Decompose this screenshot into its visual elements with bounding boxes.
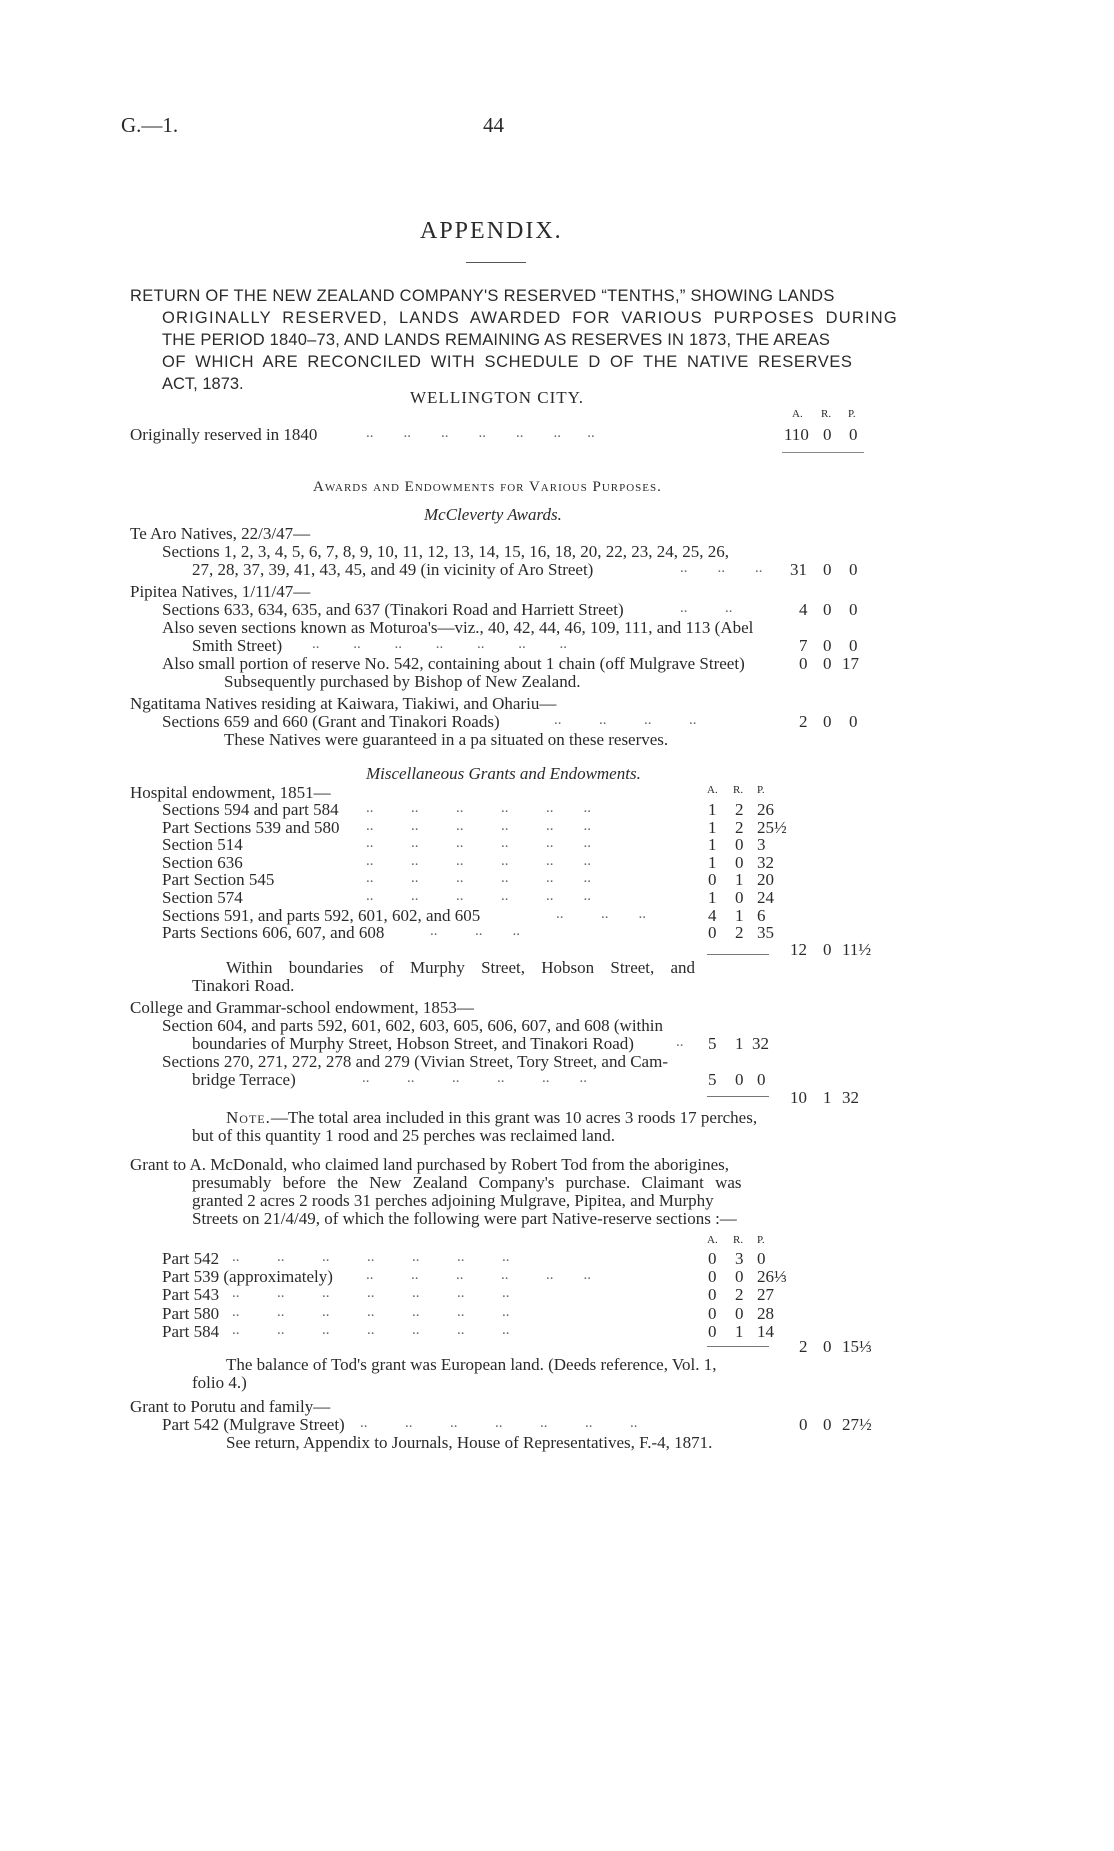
return-title-line-1: RETURN OF THE NEW ZEALAND COMPANY'S RESERVED “TENTHS,” SHOWING LANDS: [130, 287, 835, 305]
hospital-row-leader: .. .. .. .. .. ..: [366, 800, 591, 816]
unit-header-a: A.: [792, 408, 803, 420]
originally-p: 0: [849, 425, 858, 444]
hospital-row-r: 0: [735, 852, 744, 872]
hospital-head: Hospital endowment, 1851—: [130, 783, 331, 802]
te-aro-leader: .. .. ..: [650, 560, 763, 576]
originally-rule: [782, 452, 864, 453]
te-aro-line-2: 27, 28, 37, 39, 41, 43, 45, and 49 (in vicinity of Aro Street): [192, 560, 594, 579]
hospital-total-p: 11½: [842, 940, 872, 959]
return-title-line-2: ORIGINALLY RESERVED, LANDS AWARDED FOR VARIOUS PURPOSES DURING: [162, 309, 898, 327]
mcdonald-row-label: Part 580: [162, 1303, 220, 1323]
hospital-row-p: 20: [757, 870, 774, 890]
pipitea-line-5: Subsequently purchased by Bishop of New Zealand.: [224, 672, 581, 691]
pipitea-line-3: Smith Street): [192, 636, 283, 655]
mcdonald-row-r: 3: [735, 1249, 744, 1268]
porutu-note: See return, Appendix to Journals, House of Representatives, F.-4, 1871.: [226, 1433, 713, 1452]
hospital-total-r: 0: [823, 940, 832, 959]
pipitea-line-3-p: 0: [849, 636, 858, 655]
ngatitama-note: These Natives were guaranteed in a pa situated on these reserves.: [224, 730, 669, 749]
hospital-row-label: Section 574: [162, 888, 243, 907]
mcdonald-row-r: 0: [735, 1303, 744, 1323]
te-aro-p: 0: [849, 560, 858, 579]
hospital-note-2: Tinakori Road.: [192, 976, 295, 995]
hospital-row-leader: .. .. .. .. .. ..: [366, 870, 591, 887]
college-leader-4: .. .. .. .. .. ..: [362, 1070, 587, 1086]
hospital-row-r: 0: [735, 888, 744, 907]
hospital-unit-p: P.: [757, 784, 765, 796]
pipitea-leader-3: .. .. .. .. .. .. ..: [312, 636, 567, 652]
mcdonald-row-label: Part 584: [162, 1321, 220, 1341]
college-line-4-p: 0: [757, 1070, 766, 1089]
hospital-row-label: Sections 594 and part 584: [162, 800, 339, 819]
hospital-row-p: 3: [757, 835, 766, 855]
hospital-row-a: 1: [708, 817, 717, 837]
hospital-row-leader: .. .. ..: [430, 923, 520, 940]
college-line-4-a: 5: [708, 1070, 717, 1089]
mcdonald-row-p: 14: [757, 1321, 774, 1341]
ngatitama-a: 2: [799, 712, 808, 731]
porutu-leader: .. .. .. .. .. .. ..: [360, 1415, 638, 1431]
mcdonald-total-a: 2: [799, 1337, 808, 1356]
mcdonald-row-leader: .. .. .. .. .. .. ..: [232, 1303, 510, 1320]
mcdonald-line-4: Streets on 21/4/49, of which the following were part Native-reserve sections :—: [192, 1209, 737, 1228]
college-line-1: Section 604, and parts 592, 601, 602, 603, 605, 606, 607, and 608 (within: [162, 1016, 663, 1035]
return-title-line-3: THE PERIOD 1840–73, AND LANDS REMAINING AS RESERVES IN 1873, THE AREAS: [162, 331, 831, 349]
hospital-row-label: Section 514: [162, 835, 243, 855]
hospital-row-label: Section 636: [162, 852, 243, 872]
hospital-row-leader: .. .. .. .. .. ..: [366, 817, 591, 834]
unit-header-r: R.: [821, 408, 832, 420]
hospital-row-a: 4: [708, 905, 717, 925]
mcdonald-row-a: 0: [708, 1267, 717, 1287]
hospital-row-r: 2: [735, 923, 744, 943]
mcdonald-row-p: 28: [757, 1303, 774, 1323]
mcdonald-row-label: Part 539 (approximately): [162, 1267, 333, 1287]
mcdonald-line-1: Grant to A. McDonald, who claimed land purchased by Robert Tod from the aborigines,: [130, 1155, 730, 1174]
mcdonald-row-leader: .. .. .. .. .. ..: [366, 1267, 591, 1284]
pipitea-head: Pipitea Natives, 1/11/47—: [130, 582, 311, 601]
hospital-row-label: Part Sections 539 and 580: [162, 817, 340, 837]
mcdonald-rule: [707, 1346, 769, 1347]
originally-r: 0: [823, 425, 832, 444]
te-aro-line-1: Sections 1, 2, 3, 4, 5, 6, 7, 8, 9, 10, 11, 12, 13, 14, 15, 16, 18, 20, 22, 23, 24, 25, 26,: [162, 542, 729, 561]
mcdonald-note-2: folio 4.): [192, 1373, 247, 1392]
college-line-4: bridge Terrace): [192, 1070, 296, 1089]
hospital-row-leader: .. .. .. .. .. ..: [366, 852, 591, 869]
originally-a: 110: [784, 425, 809, 444]
page-code: G.—1.: [121, 113, 179, 137]
return-title-line-5: ACT, 1873.: [162, 375, 244, 393]
ngatitama-r: 0: [823, 712, 832, 731]
hospital-row-r: 2: [735, 817, 744, 837]
porutu-line-1: Part 542 (Mulgrave Street): [162, 1415, 345, 1434]
ngatitama-line-1: Sections 659 and 660 (Grant and Tinakori Roads): [162, 712, 500, 731]
college-note-label: Note.: [226, 1108, 271, 1127]
mcdonald-row-r: 0: [735, 1267, 744, 1287]
mcdonald-line-2: presumably before the New Zealand Company's purchase. Claimant was: [192, 1173, 742, 1192]
te-aro-a: 31: [790, 560, 807, 579]
misc-heading: Miscellaneous Grants and Endowments.: [366, 764, 641, 783]
hospital-row-a: 1: [708, 835, 717, 855]
mcdonald-row-p: 0: [757, 1249, 766, 1268]
appendix-title: APPENDIX.: [420, 218, 563, 244]
college-line-2-r: 1: [735, 1034, 744, 1053]
mcdonald-row-label: Part 542: [162, 1249, 220, 1268]
college-note-1: [226, 1108, 757, 1128]
hospital-row-a: 1: [708, 888, 717, 907]
college-leader-2: ..: [676, 1034, 684, 1050]
college-total-a: 10: [790, 1088, 807, 1107]
college-total-r: 1: [823, 1088, 832, 1107]
hospital-row-r: 1: [735, 905, 744, 925]
hospital-row-leader: .. .. .. .. .. ..: [366, 888, 591, 904]
pipitea-line-3-a: 7: [799, 636, 808, 655]
hospital-row-label: Parts Sections 606, 607, and 608: [162, 923, 385, 943]
mcdonald-unit-r: R.: [733, 1234, 744, 1246]
porutu-r: 0: [823, 1415, 832, 1434]
hospital-unit-r: R.: [733, 784, 744, 796]
mcdonald-line-3: granted 2 acres 2 roods 31 perches adjoining Mulgrave, Pipitea, and Murphy: [192, 1191, 714, 1210]
mcdonald-row-leader: .. .. .. .. .. .. ..: [232, 1249, 510, 1265]
hospital-row-r: 0: [735, 835, 744, 855]
pipitea-line-3-r: 0: [823, 636, 832, 655]
mccleverty-heading: McCleverty Awards.: [424, 505, 562, 524]
hospital-total-a: 12: [790, 940, 807, 959]
mcdonald-row-r: 1: [735, 1321, 744, 1341]
pipitea-line-1: Sections 633, 634, 635, and 637 (Tinakori Road and Harriett Street): [162, 600, 624, 619]
title-rule: [466, 262, 526, 263]
hospital-row-r: 1: [735, 870, 744, 890]
mcdonald-row-a: 0: [708, 1321, 717, 1341]
hospital-note-1: Within boundaries of Murphy Street, Hobson Street, and: [226, 958, 696, 977]
hospital-row-a: 1: [708, 852, 717, 872]
hospital-rule: [707, 954, 769, 955]
pipitea-line-4-a: 0: [799, 654, 808, 673]
pipitea-line-4: Also small portion of reserve No. 542, containing about 1 chain (off Mulgrave Street): [162, 654, 745, 673]
hospital-row-label: Part Section 545: [162, 870, 275, 890]
mcdonald-total-p: 15⅓: [842, 1337, 872, 1356]
hospital-row-p: 32: [757, 852, 774, 872]
ngatitama-p: 0: [849, 712, 858, 731]
college-line-2-p: 32: [752, 1034, 769, 1053]
hospital-row-r: 2: [735, 800, 744, 819]
hospital-row-leader: .. .. ..: [556, 905, 646, 922]
return-title-line-4: OF WHICH ARE RECONCILED WITH SCHEDULE D OF THE NATIVE RESERVES: [162, 353, 853, 371]
hospital-row-p: 26: [757, 800, 774, 819]
hospital-row-p: 35: [757, 923, 774, 943]
mcdonald-row-p: 26⅓: [757, 1267, 787, 1287]
awards-heading: Awards and Endowments for Various Purposes.: [313, 479, 662, 495]
hospital-row-a: 1: [708, 800, 717, 819]
te-aro-head: Te Aro Natives, 22/3/47—: [130, 524, 311, 543]
ngatitama-leader: .. .. .. ..: [554, 712, 697, 728]
mcdonald-row-label: Part 543: [162, 1285, 220, 1305]
hospital-row-p: 6: [757, 905, 766, 925]
ngatitama-head: Ngatitama Natives residing at Kaiwara, Tiakiwi, and Ohariu—: [130, 694, 557, 713]
mcdonald-row-a: 0: [708, 1303, 717, 1323]
college-note-2: but of this quantity 1 rood and 25 perches was reclaimed land.: [192, 1126, 615, 1145]
hospital-row-a: 0: [708, 923, 717, 943]
college-rule: [707, 1096, 769, 1097]
college-note-text: —The total area included in this grant was 10 acres 3 roods 17 perches,: [270, 1108, 758, 1127]
hospital-row-label: Sections 591, and parts 592, 601, 602, and 605: [162, 905, 481, 925]
porutu-a: 0: [799, 1415, 808, 1434]
college-line-2: boundaries of Murphy Street, Hobson Street, and Tinakori Road): [192, 1034, 634, 1053]
te-aro-r: 0: [823, 560, 832, 579]
unit-header-p: P.: [848, 408, 856, 420]
page-number: 44: [483, 113, 504, 137]
mcdonald-row-r: 2: [735, 1285, 744, 1305]
mcdonald-total-r: 0: [823, 1337, 832, 1356]
pipitea-line-1-r: 0: [823, 600, 832, 619]
mcdonald-row-p: 27: [757, 1285, 774, 1305]
pipitea-line-2: Also seven sections known as Moturoa's—viz., 40, 42, 44, 46, 109, 111, and 113 (Abel: [162, 618, 754, 637]
mcdonald-unit-a: A.: [707, 1234, 718, 1246]
pipitea-line-4-p: 17: [842, 654, 859, 673]
mcdonald-unit-p: P.: [757, 1234, 765, 1246]
city-heading: WELLINGTON CITY.: [410, 388, 585, 407]
porutu-head: Grant to Porutu and family—: [130, 1397, 331, 1416]
porutu-p: 27½: [842, 1415, 872, 1434]
mcdonald-row-leader: .. .. .. .. .. .. ..: [232, 1285, 510, 1302]
hospital-row-a: 0: [708, 870, 717, 890]
college-line-2-a: 5: [708, 1034, 717, 1053]
originally-leader: .. .. .. .. .. .. ..: [366, 425, 595, 441]
originally-label: Originally reserved in 1840: [130, 425, 318, 444]
hospital-row-p: 25½: [757, 817, 787, 837]
hospital-row-leader: .. .. .. .. .. ..: [366, 835, 591, 852]
college-head: College and Grammar-school endowment, 1853—: [130, 998, 474, 1017]
college-line-4-r: 0: [735, 1070, 744, 1089]
mcdonald-row-leader: .. .. .. .. .. .. ..: [232, 1321, 510, 1338]
hospital-row-p: 24: [757, 888, 774, 907]
pipitea-line-1-a: 4: [799, 600, 808, 619]
mcdonald-row-a: 0: [708, 1285, 717, 1305]
pipitea-line-1-p: 0: [849, 600, 858, 619]
pipitea-leader-1: .. ..: [680, 600, 733, 616]
hospital-unit-a: A.: [707, 784, 718, 796]
mcdonald-note-1: The balance of Tod's grant was European land. (Deeds reference, Vol. 1,: [226, 1355, 717, 1374]
college-total-p: 32: [842, 1088, 859, 1107]
pipitea-line-4-r: 0: [823, 654, 832, 673]
college-line-3: Sections 270, 271, 272, 278 and 279 (Vivian Street, Tory Street, and Cam-: [162, 1052, 668, 1071]
mcdonald-row-a: 0: [708, 1249, 717, 1268]
